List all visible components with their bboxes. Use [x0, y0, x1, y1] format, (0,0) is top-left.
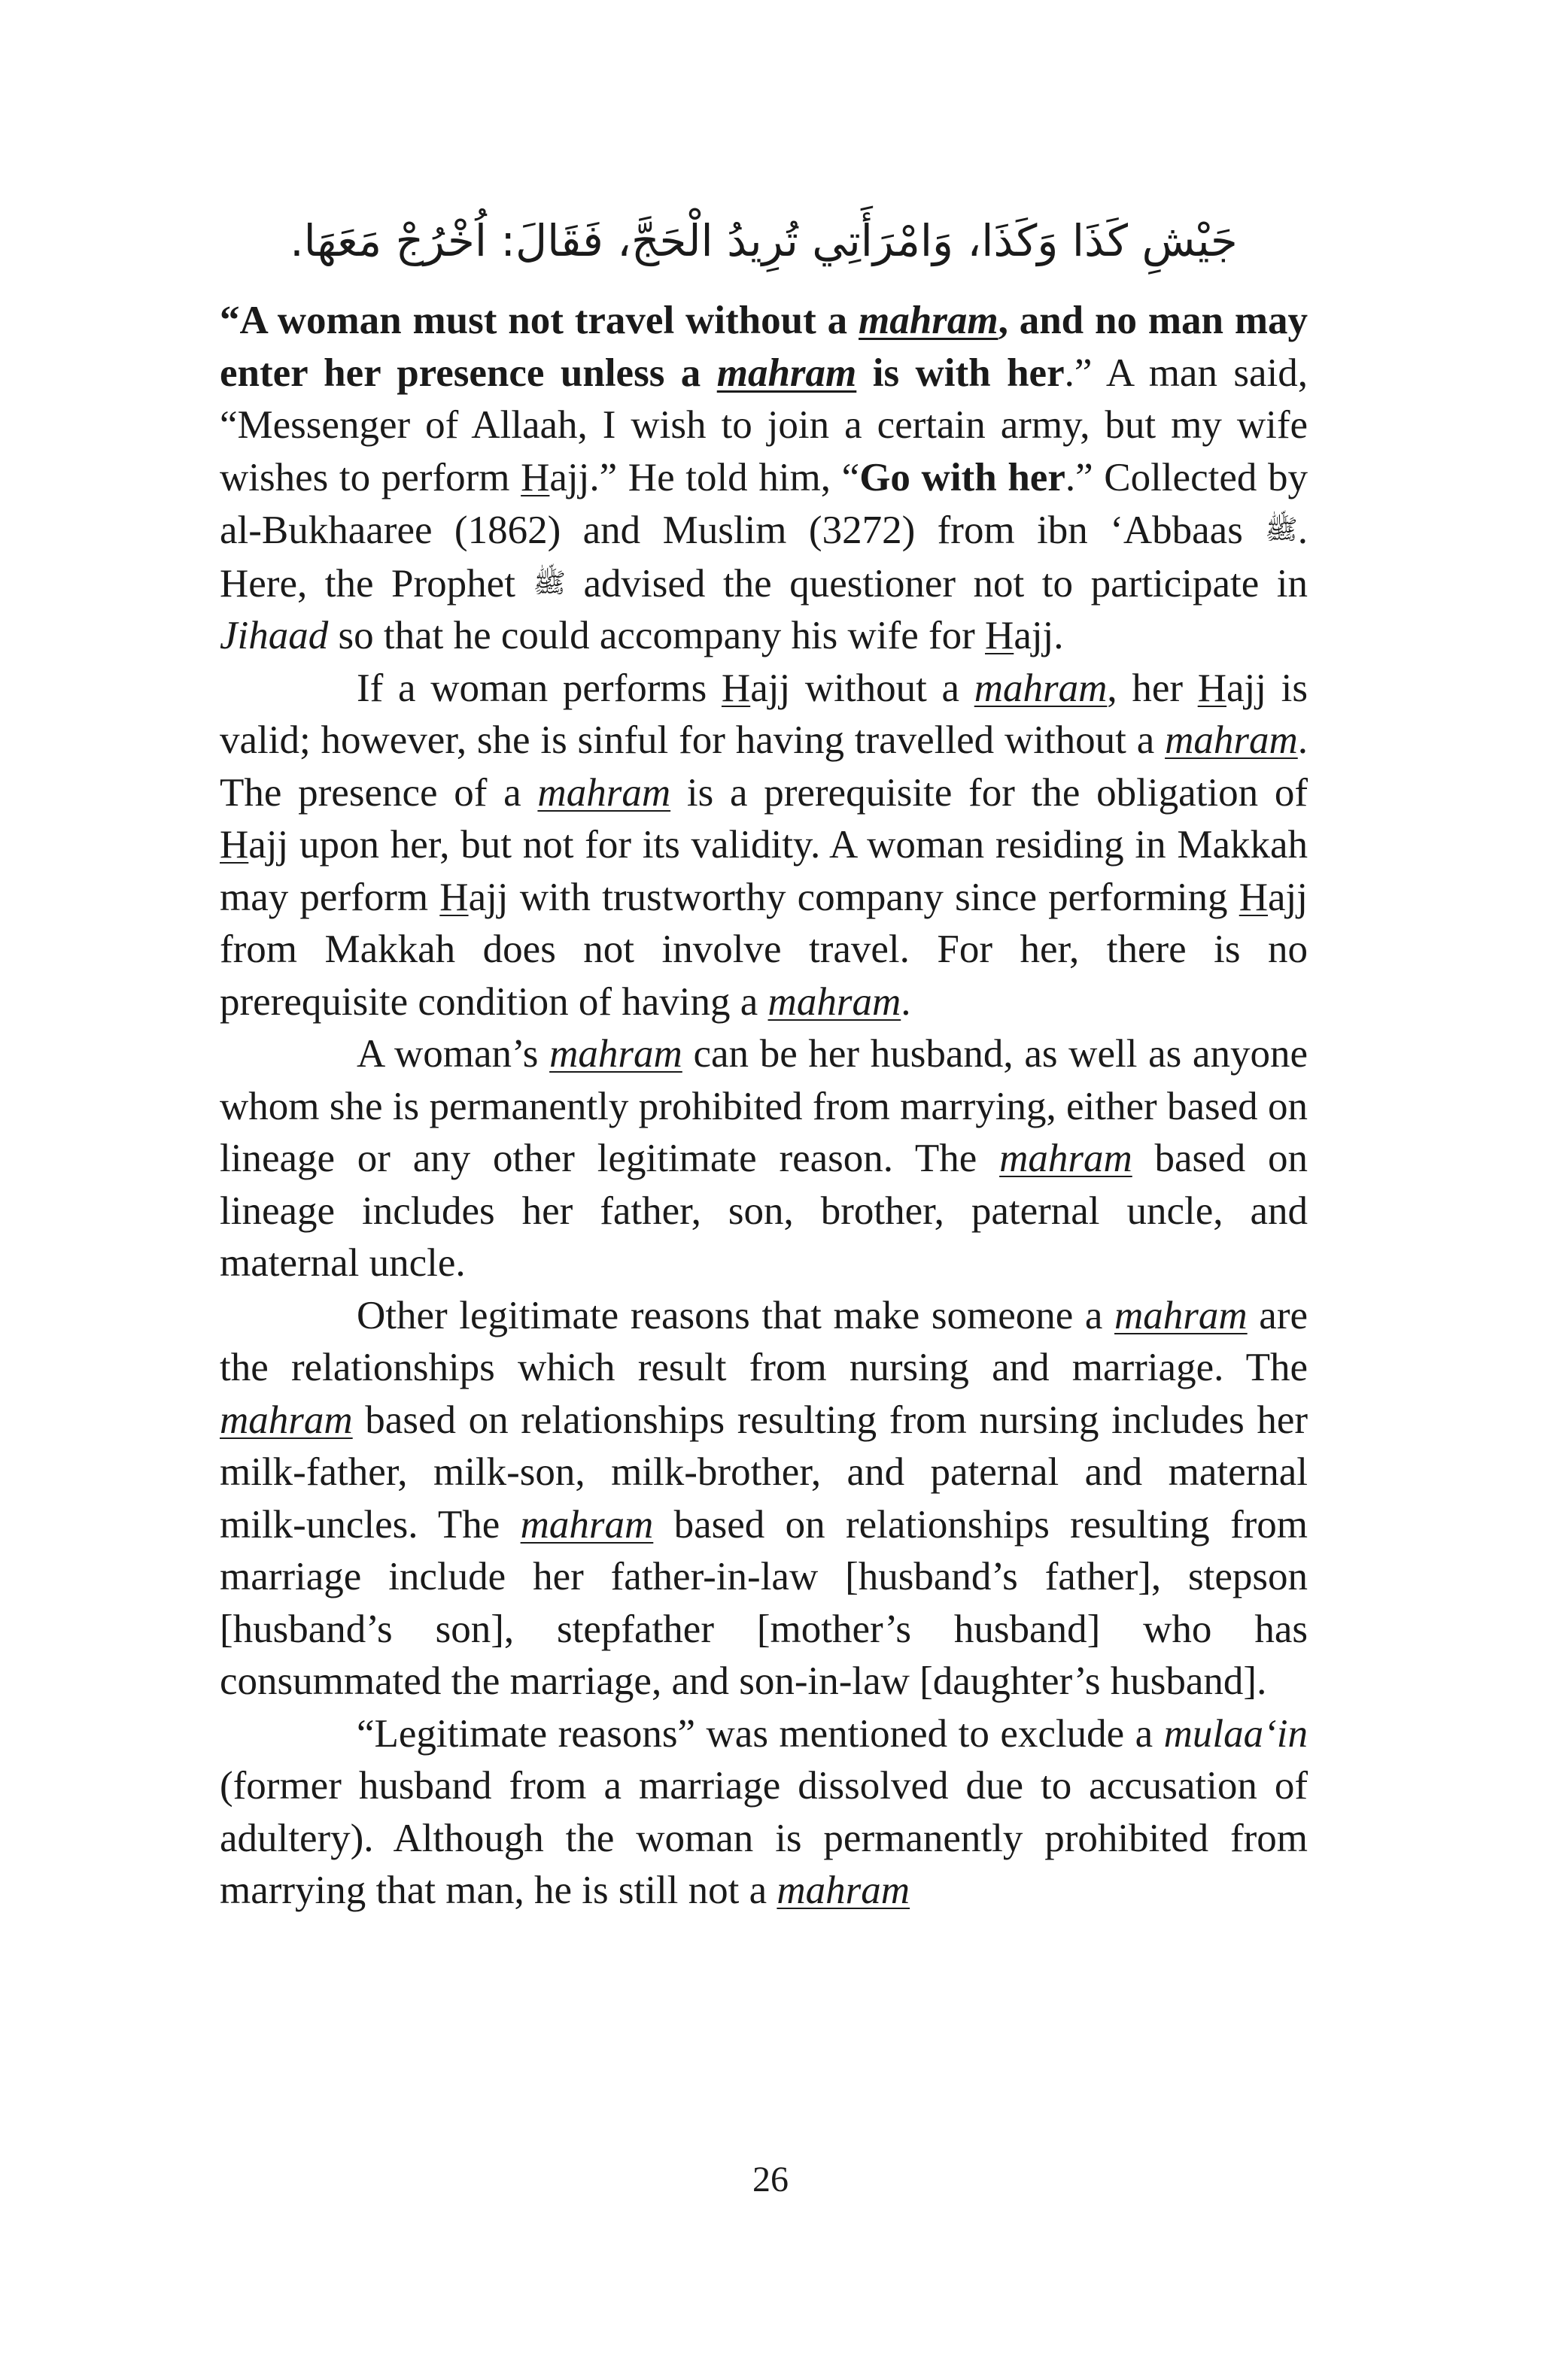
hadith-text-1: A woman must not travel without a [239, 299, 859, 342]
term-jihaad: Jihaad [220, 614, 329, 657]
term-mahram: mahram [1114, 1293, 1248, 1337]
term-mahram: mahram [974, 666, 1108, 710]
body-text: so that he could accompany his wife for [328, 614, 986, 657]
body-text: .” Collected by al-Bukhaaree (1862) and Muslim (3272) from ibn ‘Abbaas [220, 455, 1308, 552]
hadith-text-3: is with her [856, 351, 1065, 395]
body-text: ajj. [1014, 614, 1064, 657]
paragraph-mahram-lineage [220, 1028, 1308, 1290]
paragraph-mahram-nursing-marriage [220, 1290, 1308, 1708]
body-text: ajj without a [750, 666, 974, 710]
term-hajj-initial: H [985, 614, 1014, 657]
body-text: A woman’s [357, 1032, 550, 1076]
term-mahram: mahram [220, 1398, 353, 1442]
page-body [220, 203, 1308, 1917]
term-mahram: mahram [767, 979, 901, 1024]
honorific-glyph: ﷺ [1265, 515, 1298, 545]
term-hajj-initial: H [721, 666, 751, 710]
body-text: based on relationships resulting from marriage include her father-in-law [husband’s father], stepson [husband’s son], stepfather [mother’s husband] who has consummated the marriage, and son-in-law [daughter’s husband]. [220, 1502, 1308, 1703]
term-hajj-initial: H [521, 455, 550, 499]
body-text: can be her husband, as well as anyone whom she is permanently prohibited from marrying, either based on lineage or any other legitimate reason. The [220, 1032, 1308, 1180]
body-text: advised the questioner not to participate in [565, 561, 1308, 606]
body-text: ajj.” He told him, “ [549, 455, 860, 499]
body-text: ajj upon her, but not for its validity. A woman residing in Makkah may perform [220, 823, 1308, 919]
body-text: based on lineage includes her father, son, brother, paternal uncle, and maternal uncle. [220, 1137, 1308, 1285]
honorific-glyph: ﷺ [533, 567, 566, 599]
term-mulaain: mulaa‘in [1163, 1711, 1308, 1756]
term-mahram: mahram [549, 1032, 682, 1076]
body-text: .” A man said, “Messenger of Allaah, I wish to join a certain army, but my wife wishes to perform [220, 351, 1308, 499]
arabic-hadith-line: جَيْشِ كَذَا وَكَذَا، وَامْرَأَتِي تُرِيدُ الْحَجَّ، فَقَالَ: اُخْرُجْ مَعَهَا. [290, 215, 1238, 266]
term-hajj-initial: H [439, 875, 469, 919]
body-text: ajj from Makkah does not involve travel. For her, there is no prerequisite condition of having a [220, 875, 1308, 1024]
hadith-command: Go with her [859, 455, 1065, 499]
body-text: . Here, the Prophet [220, 508, 1308, 606]
term-hajj-initial: H [220, 823, 249, 867]
term-hajj-initial: H [1197, 666, 1226, 710]
page-number: 26 [752, 2160, 789, 2199]
body-text: is a prerequisite for the obligation of [670, 770, 1308, 815]
term-mahram: mahram [999, 1137, 1132, 1180]
paragraph-hadith [220, 295, 1308, 663]
body-text: Other legitimate reasons that make someone a [357, 1293, 1114, 1337]
body-text: If a woman performs [357, 666, 722, 710]
body-text: are the relationships which result from nursing and marriage. The [220, 1293, 1308, 1389]
term-mahram: mahram [1165, 718, 1298, 762]
quote-open: “ [220, 299, 240, 342]
term-mahram: mahram [777, 1868, 910, 1912]
term-mahram: mahram [859, 299, 998, 342]
hadith-text-2: , and no man may enter her presence unless a [220, 299, 1308, 395]
paragraph-mulaain [220, 1708, 1308, 1917]
paragraph-hajj-validity [220, 663, 1308, 1029]
term-mahram: mahram [520, 1502, 654, 1547]
term-mahram: mahram [537, 770, 671, 815]
body-text: , her [1107, 666, 1198, 710]
term-mahram: mahram [716, 351, 857, 395]
body-text: based on relationships resulting from nursing includes her milk-father, milk-son, milk-brother, and paternal and maternal milk-uncles. The [220, 1398, 1308, 1547]
body-text: . The presence of a [220, 718, 1308, 815]
body-text: (former husband from a marriage dissolved due to accusation of adultery). Although the woman is permanently prohibited from marrying that man, he is still not a [220, 1764, 1308, 1912]
term-hajj-initial: H [1239, 875, 1269, 919]
body-text: “Legitimate reasons” was mentioned to exclude a [357, 1711, 1164, 1756]
body-text: ajj with trustworthy company since performing [468, 875, 1239, 919]
body-text: ajj is valid; however, she is sinful for having travelled without a [220, 666, 1308, 762]
body-text: . [901, 979, 911, 1024]
